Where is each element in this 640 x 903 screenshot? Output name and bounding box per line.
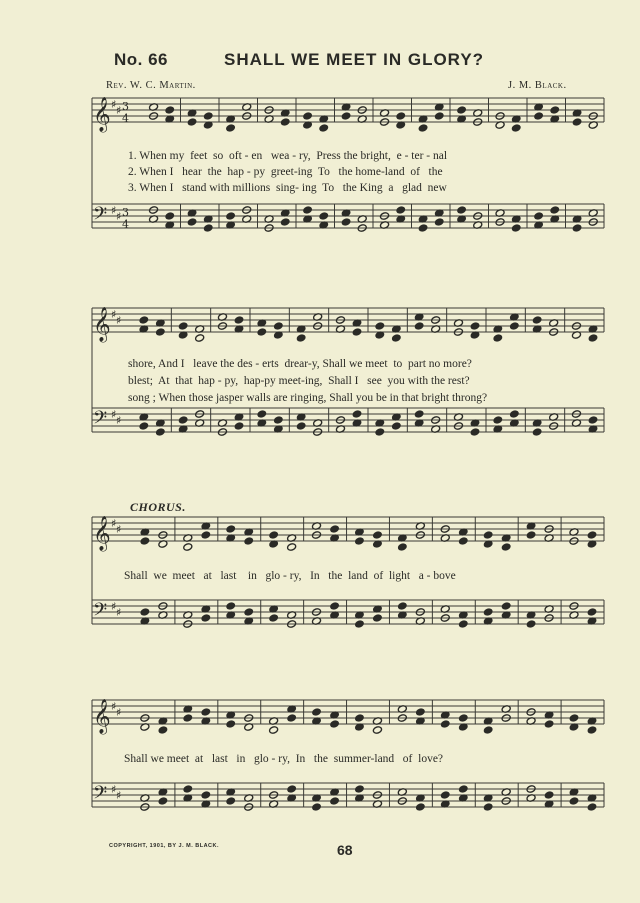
note-head [352, 410, 362, 419]
system3-lyrics: Shall we meet at last in glo - ry, In the land of light a - bove [124, 570, 456, 582]
note-head [354, 785, 364, 794]
note-head [319, 212, 329, 221]
note-head [501, 602, 511, 611]
sharp-icon: ♯ [116, 706, 122, 719]
note-head [269, 726, 279, 735]
note-head [155, 428, 165, 437]
note-head [165, 106, 175, 115]
time-signature: 4 [122, 218, 129, 231]
sharp-icon: ♯ [116, 414, 122, 427]
note-head [226, 720, 236, 729]
note-head [296, 422, 306, 431]
note-head [226, 124, 236, 133]
note-head [509, 410, 519, 419]
note-head [183, 543, 193, 552]
sharp-icon: ♯ [116, 314, 122, 327]
note-head [483, 531, 493, 540]
note-head [187, 218, 197, 227]
system1-verse3: 3. When I stand with millions sing- ing To the King a glad new [128, 182, 447, 194]
sharp-icon: ♯ [111, 783, 117, 796]
system1-verse2: 2. When I hear the hap - py greet-ing To the home-land of the [128, 166, 443, 178]
note-head [341, 218, 351, 227]
note-head [312, 803, 322, 812]
note-head [201, 791, 211, 800]
note-head [226, 602, 236, 611]
bass-clef-icon: 𝄢 [93, 600, 108, 625]
note-head [458, 537, 468, 546]
note-head [532, 428, 542, 437]
note-head [587, 726, 597, 735]
note-head [572, 118, 582, 127]
note-head [470, 322, 480, 331]
note-head [183, 714, 193, 723]
note-head [526, 531, 536, 540]
note-head [483, 608, 493, 617]
note-head [226, 525, 236, 534]
system4-lyrics: Shall we meet at last in glo - ry, In the summer-land of love? [124, 753, 444, 765]
note-head [201, 708, 211, 717]
note-head [280, 118, 290, 127]
note-head [303, 112, 313, 121]
note-head [483, 803, 493, 812]
time-signature: 3 [122, 206, 129, 219]
hymn-title: SHALL WE MEET IN GLORY? [224, 50, 485, 69]
note-head [434, 218, 444, 227]
note-head [354, 537, 364, 546]
note-head [287, 543, 297, 552]
sharp-icon: ♯ [116, 523, 122, 536]
note-head [375, 322, 385, 331]
note-head [330, 720, 340, 729]
treble-clef-icon: 𝄞 [93, 699, 111, 734]
note-head [140, 537, 150, 546]
note-head [303, 206, 313, 215]
note-head [273, 322, 283, 331]
note-head [257, 410, 267, 419]
note-head [511, 124, 521, 133]
note-head [391, 422, 401, 431]
sharp-icon: ♯ [111, 600, 117, 613]
note-head [269, 614, 279, 623]
note-head [341, 112, 351, 121]
note-head [572, 224, 582, 233]
note-head [372, 726, 382, 735]
note-head [273, 416, 283, 425]
system2-verse3: song ; When those jasper walls are ringing, Shall you be in that bright throng? [128, 392, 488, 404]
note-head [414, 410, 424, 419]
note-head [354, 620, 364, 629]
note-head [501, 543, 511, 552]
note-head [391, 334, 401, 343]
note-head [458, 714, 468, 723]
note-head [414, 322, 424, 331]
note-head [569, 797, 579, 806]
note-head [483, 726, 493, 735]
note-head [269, 531, 279, 540]
note-head [287, 785, 297, 794]
note-head [352, 328, 362, 337]
note-head [532, 316, 542, 325]
note-head [372, 614, 382, 623]
note-head [330, 602, 340, 611]
note-head [155, 328, 165, 337]
note-head [296, 334, 306, 343]
note-head [287, 714, 297, 723]
page-number: 68 [337, 842, 353, 858]
note-head [234, 316, 244, 325]
bass-clef-icon: 𝄢 [93, 204, 108, 229]
note-head [226, 797, 236, 806]
note-head [140, 608, 150, 617]
copyright-notice: COPYRIGHT, 1901, BY J. M. BLACK. [109, 843, 220, 849]
sharp-icon: ♯ [116, 104, 122, 117]
treble-clef-icon: 𝄞 [93, 307, 111, 342]
note-head [544, 791, 554, 800]
note-head [158, 797, 168, 806]
note-head [509, 322, 519, 331]
note-head [458, 620, 468, 629]
note-head [244, 537, 254, 546]
note-head [418, 124, 428, 133]
note-head [165, 212, 175, 221]
bass-clef-icon: 𝄢 [93, 408, 108, 433]
note-head [234, 422, 244, 431]
treble-clef-icon: 𝄞 [93, 97, 111, 132]
sharp-icon: ♯ [116, 210, 122, 223]
note-head [330, 797, 340, 806]
note-head [457, 206, 467, 215]
note-head [587, 608, 597, 617]
sharp-icon: ♯ [111, 408, 117, 421]
note-head [354, 714, 364, 723]
note-head [396, 112, 406, 121]
note-head [203, 112, 213, 121]
note-head [397, 543, 407, 552]
system1-verse1: 1. When my feet so oft - en wea - ry, Press the bright, e - ter - nal [128, 150, 448, 162]
note-head [544, 720, 554, 729]
note-head [534, 212, 544, 221]
system2-verse1: shore, And I leave the des - erts drear-y, Shall we meet to part no more? [128, 358, 472, 370]
note-head [458, 785, 468, 794]
note-head [511, 224, 521, 233]
note-head [178, 416, 188, 425]
note-head [319, 124, 329, 133]
note-head [434, 112, 444, 121]
note-head [457, 106, 467, 115]
note-head [550, 206, 560, 215]
note-head [415, 803, 425, 812]
note-head [418, 224, 428, 233]
note-head [470, 428, 480, 437]
note-head [588, 416, 598, 425]
sharp-icon: ♯ [116, 789, 122, 802]
note-head [201, 614, 211, 623]
note-head [587, 803, 597, 812]
note-head [158, 726, 168, 735]
note-head [226, 212, 236, 221]
sharp-icon: ♯ [116, 606, 122, 619]
composer-credit: J. M. Black. [508, 80, 567, 91]
note-head [195, 334, 205, 343]
note-head [534, 112, 544, 121]
time-signature: 4 [122, 112, 129, 125]
note-head [139, 316, 149, 325]
note-head [587, 531, 597, 540]
sharp-icon: ♯ [111, 700, 117, 713]
system2-verse2: blest; At that hap - py, hap-py meet-ing, Shall I see you with the rest? [128, 375, 470, 387]
note-head [183, 785, 193, 794]
note-head [493, 334, 503, 343]
note-head [375, 428, 385, 437]
note-head [187, 118, 197, 127]
sharp-icon: ♯ [111, 517, 117, 530]
note-head [415, 708, 425, 717]
note-head [526, 620, 536, 629]
hymn-number: No. 66 [114, 50, 169, 69]
sharp-icon: ♯ [111, 98, 117, 111]
note-head [330, 525, 340, 534]
note-head [440, 791, 450, 800]
note-head [201, 531, 211, 540]
note-head [569, 714, 579, 723]
note-head [550, 106, 560, 115]
lyricist-credit: Rev. W. C. Martin. [106, 80, 196, 91]
chorus-label: CHORUS. [130, 500, 186, 514]
note-head [588, 334, 598, 343]
note-head [397, 602, 407, 611]
note-head [396, 206, 406, 215]
bass-clef-icon: 𝄢 [93, 783, 108, 808]
note-head [203, 224, 213, 233]
note-head [440, 720, 450, 729]
note-head [280, 218, 290, 227]
note-head [139, 422, 149, 431]
time-signature: 3 [122, 100, 129, 113]
note-head [257, 328, 267, 337]
sharp-icon: ♯ [111, 308, 117, 321]
note-head [244, 608, 254, 617]
note-head [493, 416, 503, 425]
note-head [178, 322, 188, 331]
treble-clef-icon: 𝄞 [93, 516, 111, 551]
note-head [312, 708, 322, 717]
sharp-icon: ♯ [111, 204, 117, 217]
note-head [372, 531, 382, 540]
